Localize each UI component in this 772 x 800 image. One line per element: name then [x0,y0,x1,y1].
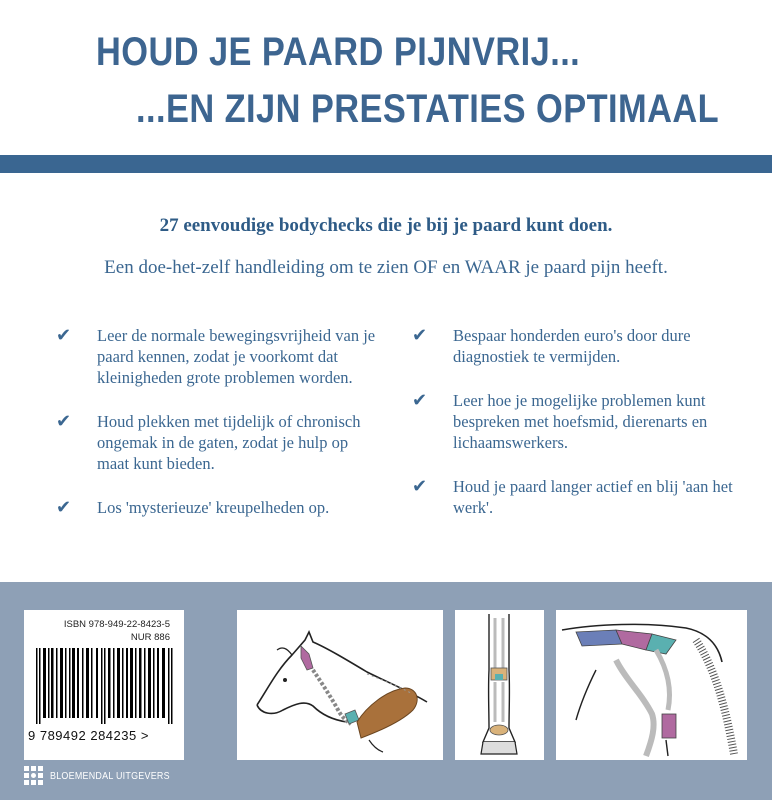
list-item [412,476,742,518]
bullet-text: Los 'mysterieuze' kreupelheden op. [97,498,330,517]
headline-line-1: HOUD JE PAARD PIJNVRIJ... [96,30,581,74]
isbn-number: ISBN 978-949-22-8423-5 [63,619,170,630]
barcode-icon [34,648,176,724]
barcode-number: 9 789492 284235 > [28,728,149,743]
publisher [24,766,191,786]
checkmark-icon: ✔ [412,476,428,497]
bullet-text: Houd plekken met tijdelijk of chronisch ongemak in de gaten, zodat je hulp op maat kunt bieden. [97,412,361,473]
list-item [412,390,742,453]
list-item [412,325,742,367]
bullet-text: Houd je paard langer actief en blij 'aan het werk'. [453,477,733,517]
checkmark-icon: ✔ [56,325,72,346]
publisher-logo-icon [24,766,44,786]
headline-line-2: ...EN ZIJN PRESTATIES OPTIMAAL [136,87,720,131]
horse-leg-anatomy-illustration [455,610,544,760]
isbn-box [24,610,184,760]
checkmark-icon: ✔ [412,390,428,411]
list-item [56,497,376,518]
list-item [56,325,376,388]
headline-block [0,0,772,155]
divider-band [0,155,772,173]
bullet-list-right [412,325,742,541]
bullet-list-left [56,325,376,541]
isbn-text [64,618,170,644]
horse-head-anatomy-illustration [237,610,443,760]
bullet-text: Bespaar honderden euro's door dure diagnostiek te vermijden. [453,326,691,366]
checkmark-icon: ✔ [56,411,72,432]
publisher-name: BLOEMENDAL UITGEVERS [50,770,170,782]
checkmark-icon: ✔ [56,497,72,518]
bottom-panel [0,582,772,800]
checkmark-icon: ✔ [412,325,428,346]
nur-code: NUR 886 [130,632,170,643]
horse-hindquarter-anatomy-illustration [556,610,747,760]
bullet-text: Leer de normale bewegingsvrijheid van je paard kennen, zodat je voorkomt dat kleinigheden grote problemen worden. [97,326,376,387]
list-item [56,411,376,474]
subtitle-regular: Een doe-het-zelf handleiding om te zien OF en WAAR je paard pijn heeft. [104,257,668,278]
subtitle-bold: 27 eenvoudige bodychecks die je bij je paard kunt doen. [159,215,613,236]
bullet-text: Leer hoe je mogelijke problemen kunt bespreken met hoefsmid, dierenarts en lichaamswerkers. [453,391,708,452]
